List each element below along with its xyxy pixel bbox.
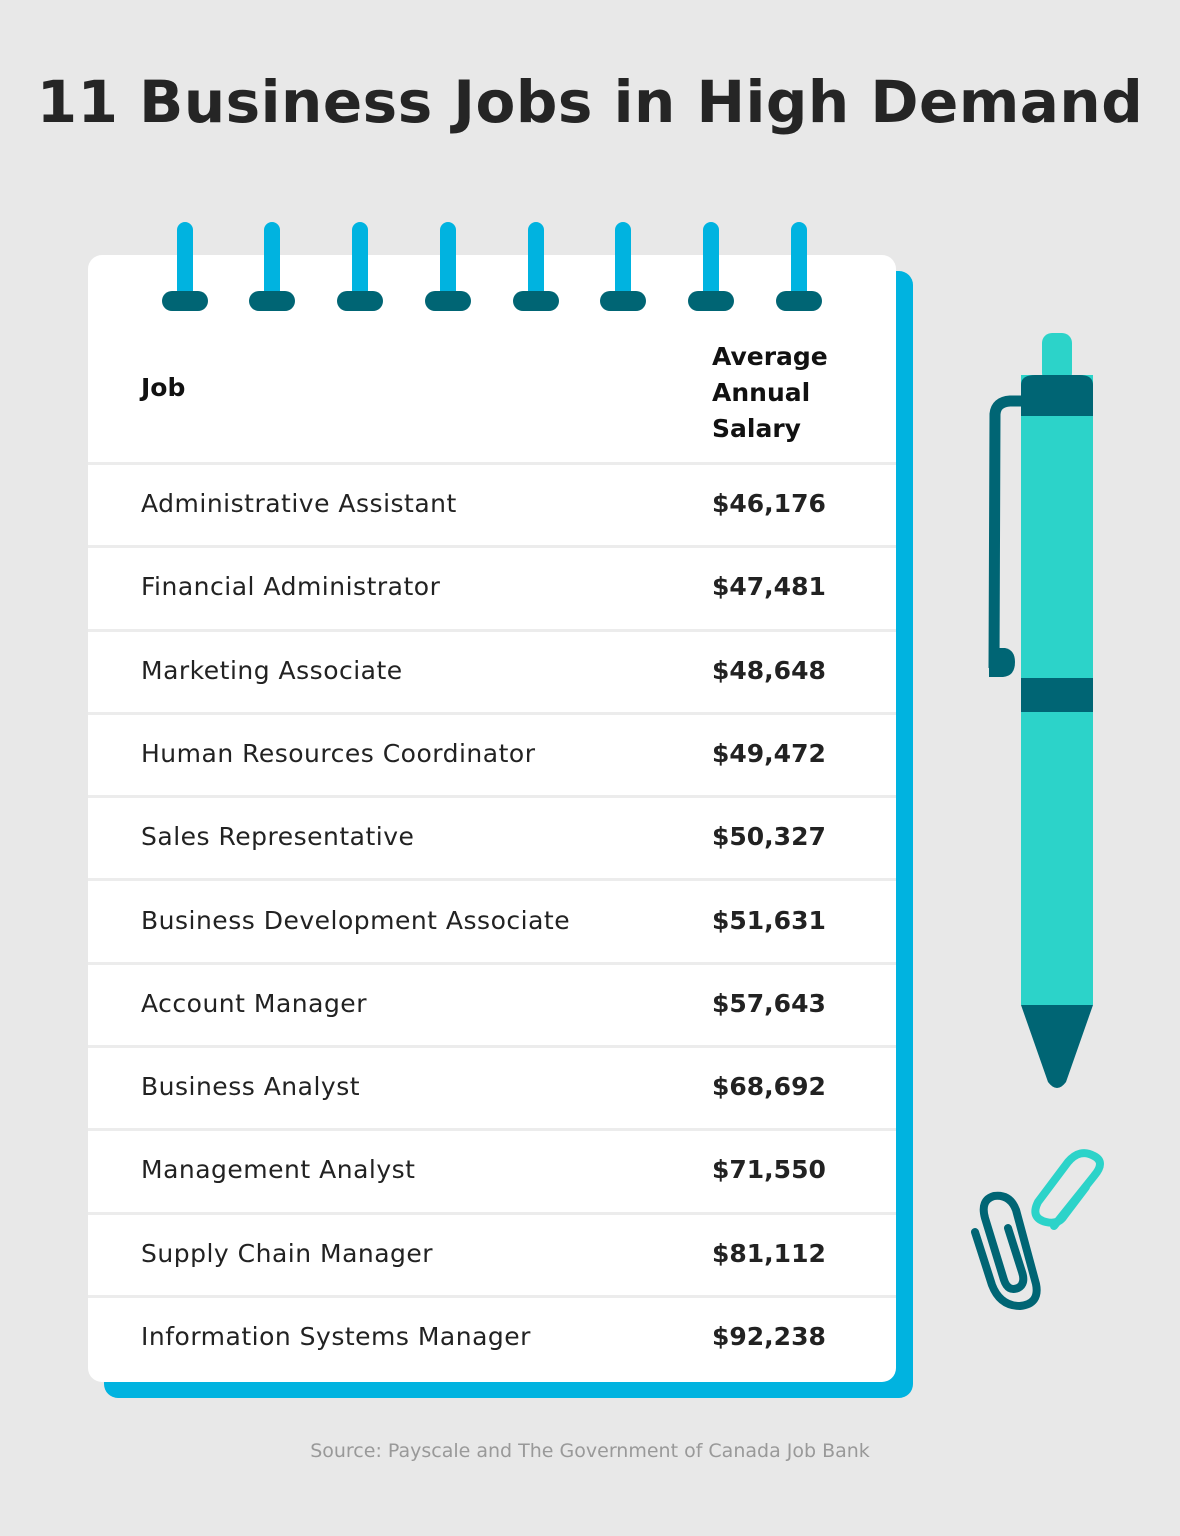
job-salary: $81,112 (712, 1238, 826, 1268)
paperclip-icon (975, 1153, 1100, 1306)
job-salary: $71,550 (712, 1155, 826, 1185)
job-salary: $57,643 (712, 988, 826, 1018)
job-salary: $92,238 (712, 1322, 826, 1351)
job-salary: $49,472 (712, 738, 826, 768)
job-salary: $51,631 (712, 905, 826, 935)
source-note: Source: Payscale and The Government of Canada Job Bank (310, 1440, 870, 1462)
job-name: Marketing Associate (141, 655, 403, 685)
job-salary: $50,327 (712, 822, 826, 852)
pen-icon (989, 333, 1093, 1088)
page-title: 11 Business Jobs in High Demand (36, 68, 1144, 136)
job-name: Sales Representative (141, 822, 415, 852)
job-salary: $68,692 (712, 1072, 826, 1102)
job-name: Business Development Associate (141, 905, 571, 935)
job-name: Supply Chain Manager (141, 1238, 434, 1268)
header-job: Job (141, 373, 186, 402)
job-name: Human Resources Coordinator (141, 738, 536, 768)
job-name: Financial Administrator (141, 572, 441, 602)
job-salary: $48,648 (712, 655, 826, 685)
job-salary: $47,481 (712, 572, 826, 602)
header-salary: Average Annual Salary (712, 342, 828, 443)
job-name: Management Analyst (141, 1155, 416, 1185)
job-name: Account Manager (141, 988, 367, 1018)
job-name: Information Systems Manager (141, 1322, 531, 1351)
job-name: Administrative Assistant (141, 489, 457, 518)
job-name: Business Analyst (141, 1072, 361, 1102)
job-salary: $46,176 (712, 489, 826, 518)
